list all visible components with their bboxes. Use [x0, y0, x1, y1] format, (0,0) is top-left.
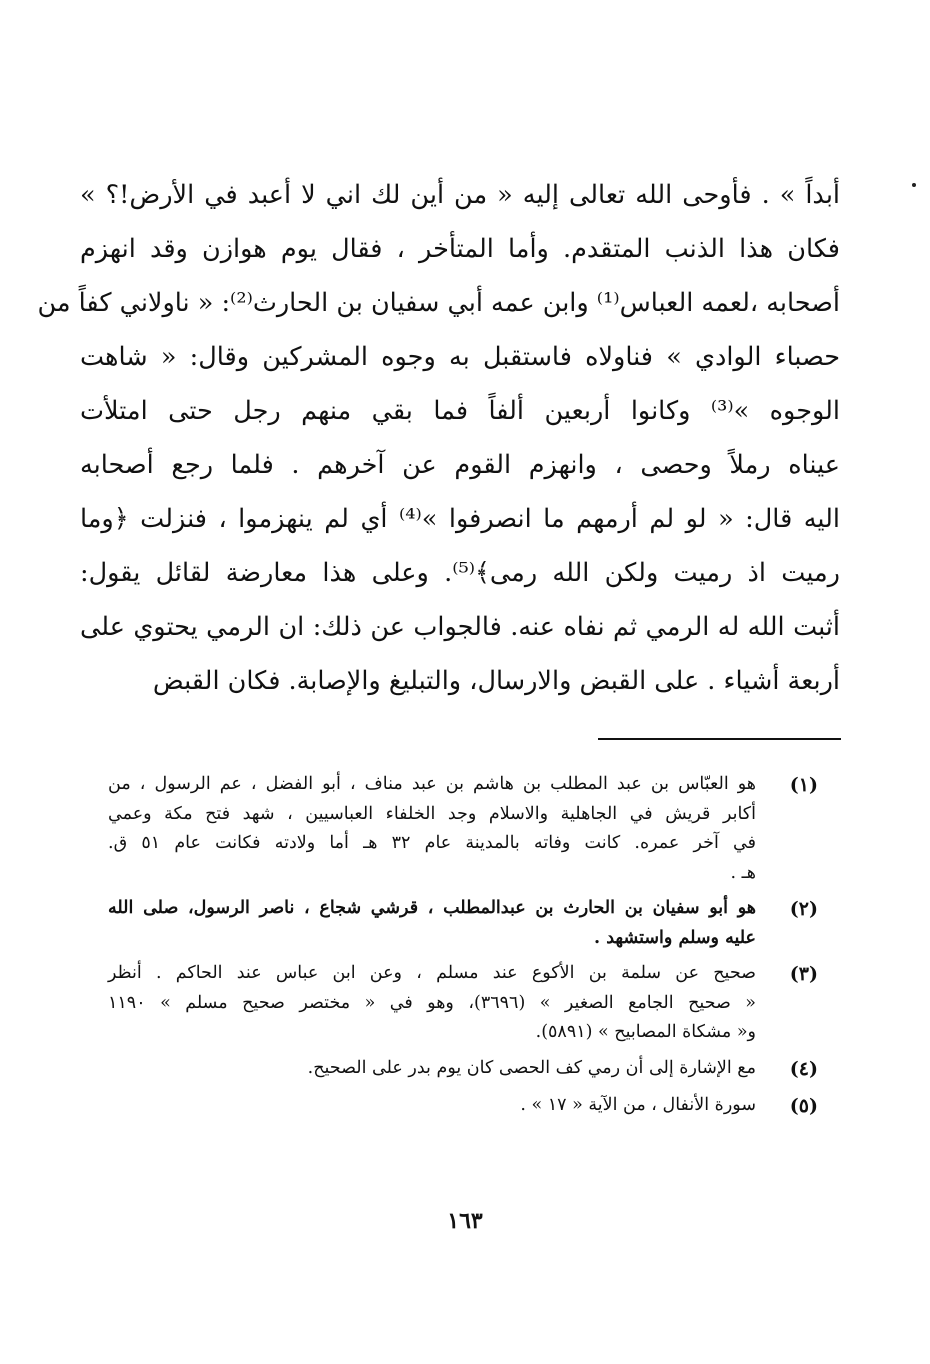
footnote-text [108, 1091, 756, 1122]
text-line: عيناه رملاً وحصى ، وانهزم القوم عن آخرهم . فلما رجع أصحابه [80, 450, 840, 480]
footnote-line: مع الإشارة إلى أن رمي كف الحصى كان يوم بدر على الصحيح. [307, 1057, 756, 1078]
footnote-text [108, 894, 756, 953]
text-line: حصباء الوادي » فناولاه فاستقبل به وجوه المشركين وقال: « شاهت [80, 342, 840, 372]
footnote-5 [108, 1091, 818, 1122]
main-text [37, 168, 840, 708]
footnote-number: (٢) [789, 898, 818, 920]
footnote-3 [108, 959, 818, 1048]
margin-mark [912, 183, 916, 187]
footnote-text [108, 959, 756, 1048]
text-line: رميت اذ رميت ولكن الله رمى﴾⁽⁵⁾. وعلى هذا معارضة لقائل يقول: [80, 558, 840, 588]
text-line: أبداً » . فأوحى الله تعالى إليه « من أين لك اني لا أعبد في الأرض!؟ » [80, 180, 840, 210]
text-line: فكان هذا الذنب المتقدم. وأما المتأخر ، فقال يوم هوازن وقد انهزم [80, 234, 840, 264]
footnote-line: في آخر عمره. كانت وفاته بالمدينة عام ٣٢ هـ أما ولادته فكانت عام ٥١ ق. [108, 833, 756, 853]
footnote-line: هو أبو سفيان بن الحارث بن عبدالمطلب ، قرشي شجاع ، ناصر الرسول، صلى الله [108, 898, 756, 918]
footnote-2 [108, 894, 818, 953]
footnote-line: سورة الأنفال ، من الآية « ١٧ » . [520, 1094, 756, 1115]
footnote-line: صحيح عن سلمة بن الأكوع عند مسلم ، وعن ابن عباس عند الحاكم . أنظر [108, 963, 756, 983]
footnotes [108, 770, 818, 1128]
footnote-line: هو العبّاس بن عبد المطلب بن هاشم بن عبد مناف ، أبو الفضل ، عم الرسول ، من [108, 774, 756, 794]
footnote-number: (٣) [789, 963, 818, 985]
page-number: ١٦٣ [447, 1208, 483, 1234]
footnote-line: « صحيح الجامع الصغير » (٣٦٩٦)، وهو في « مختصر صحيح مسلم » ١١٩٠ [108, 992, 756, 1013]
text-line: أربعة أشياء . على القبض والارسال، والتبليغ والإصابة. فكان القبض [152, 666, 840, 696]
footnote-number: (١) [789, 774, 818, 796]
footnote-number: (٥) [789, 1094, 818, 1117]
text-line: أصحابه ،لعمه العباس⁽¹⁾ وابن عمه أبي سفيان بن الحارث⁽²⁾: « ناولاني كفاً من [37, 288, 840, 318]
text-line: أثبت الله له الرمي ثم نفاه عنه. فالجواب عن ذلك: ان الرمي يحتوي على [80, 612, 840, 642]
footnote-text [108, 1054, 756, 1085]
footnote-1 [108, 770, 818, 888]
footnote-line: عليه وسلم واستشهد . [594, 927, 756, 948]
footnote-line: هـ . [730, 862, 756, 883]
text-line: اليه قال: « لو لم أرمهم ما انصرفوا »⁽⁴⁾ أي لم ينهزموا ، فنزلت ﴿وما [80, 504, 840, 534]
footnote-4 [108, 1054, 818, 1085]
footnote-text [108, 770, 756, 888]
footnote-divider [598, 738, 841, 740]
footnote-line: و« مشكاة المصابيح » (٥٨٩١). [535, 1022, 756, 1042]
text-line: الوجوه »⁽³⁾ وكانوا أربعين ألفاً فما بقي منهم رجل حتى امتلأت [80, 396, 840, 426]
footnote-number: (٤) [789, 1057, 818, 1080]
footnote-line: أكابر قريش في الجاهلية والاسلام وجد الخلفاء العباسيين ، شهد فتح مكة وعمي [108, 803, 756, 824]
